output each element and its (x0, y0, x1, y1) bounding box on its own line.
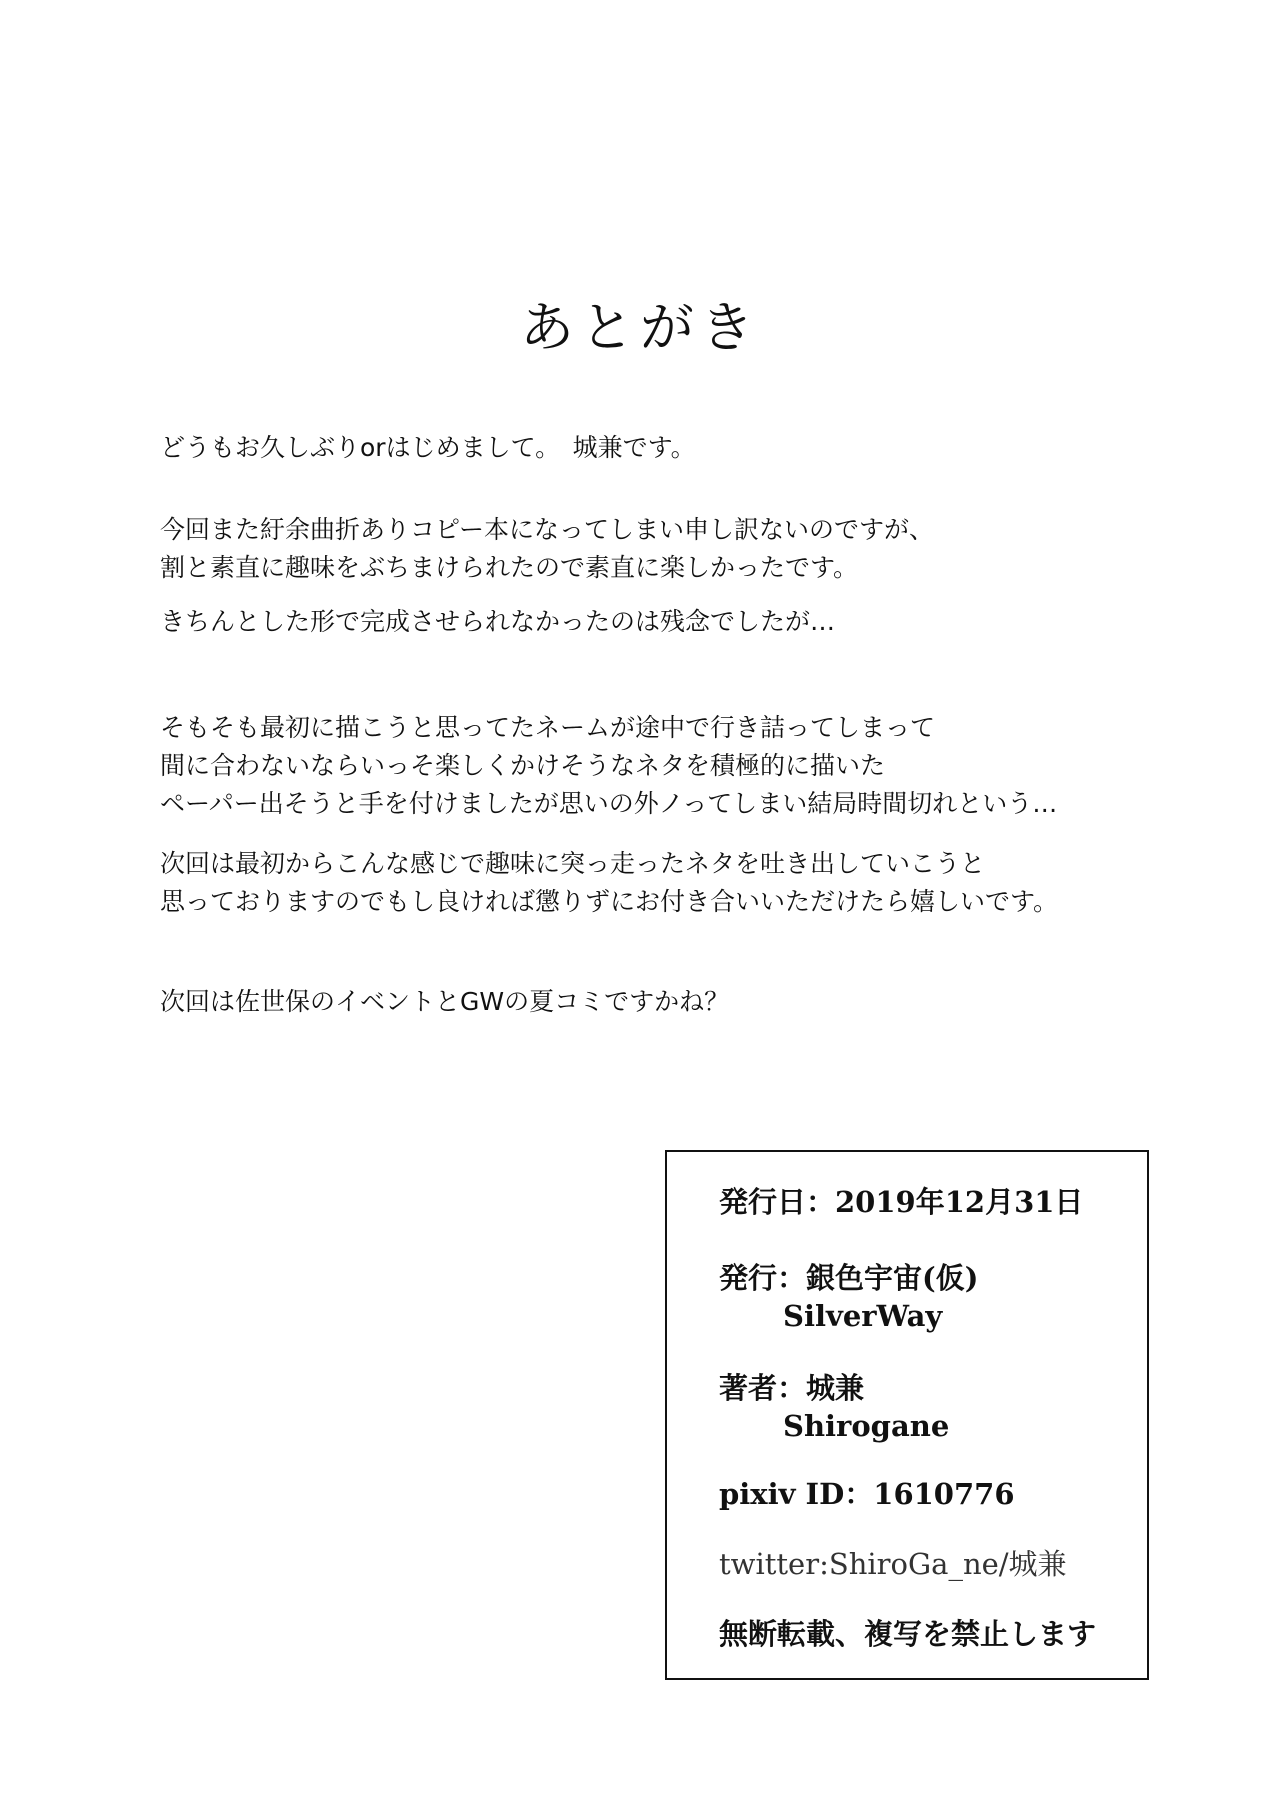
author-en: Shirogane (783, 1409, 950, 1443)
page-title: あとがき (520, 296, 760, 359)
afterword-line: 思っておりますのでもし良ければ懲りずにお付き合いいただけたら嬉しいです。 (160, 887, 1059, 916)
afterword-line: ペーパー出そうと手を付けましたが思いの外ノってしまい結局時間切れという… (160, 789, 1058, 818)
colophon-box (665, 1150, 1149, 1680)
publisher: 発行：銀色宇宙(仮) (719, 1261, 979, 1295)
copyright-notice: 無断転載、複写を禁止します (719, 1617, 1097, 1651)
afterword-line: 割と素直に趣味をぶちまけられたので素直に楽しかったです。 (160, 553, 859, 582)
pixiv-id: pixiv ID：1610776 (719, 1477, 1015, 1511)
publisher-en: SilverWay (783, 1299, 943, 1333)
afterword-line: 今回また紆余曲折ありコピー本になってしまい申し訳ないのですが、 (160, 515, 935, 544)
author: 著者：城兼 (719, 1371, 865, 1405)
afterword-line: どうもお久しぶりorはじめまして。 城兼です。 (160, 433, 696, 462)
publication-date: 発行日：2019年12月31日 (719, 1185, 1084, 1219)
afterword-line: 次回は佐世保のイベントとGWの夏コミですかね？ (160, 987, 730, 1016)
afterword-line: 次回は最初からこんな感じで趣味に突っ走ったネタを吐き出していこうと (160, 849, 986, 878)
twitter-handle: twitter:ShiroGa_ne/城兼 (719, 1547, 1067, 1581)
afterword-line: きちんとした形で完成させられなかったのは残念でしたが… (160, 607, 836, 636)
afterword-line: そもそも最初に描こうと思ってたネームが途中で行き詰ってしまって (160, 713, 936, 742)
afterword-line: 間に合わないならいっそ楽しくかけそうなネタを積極的に描いた (160, 751, 886, 780)
